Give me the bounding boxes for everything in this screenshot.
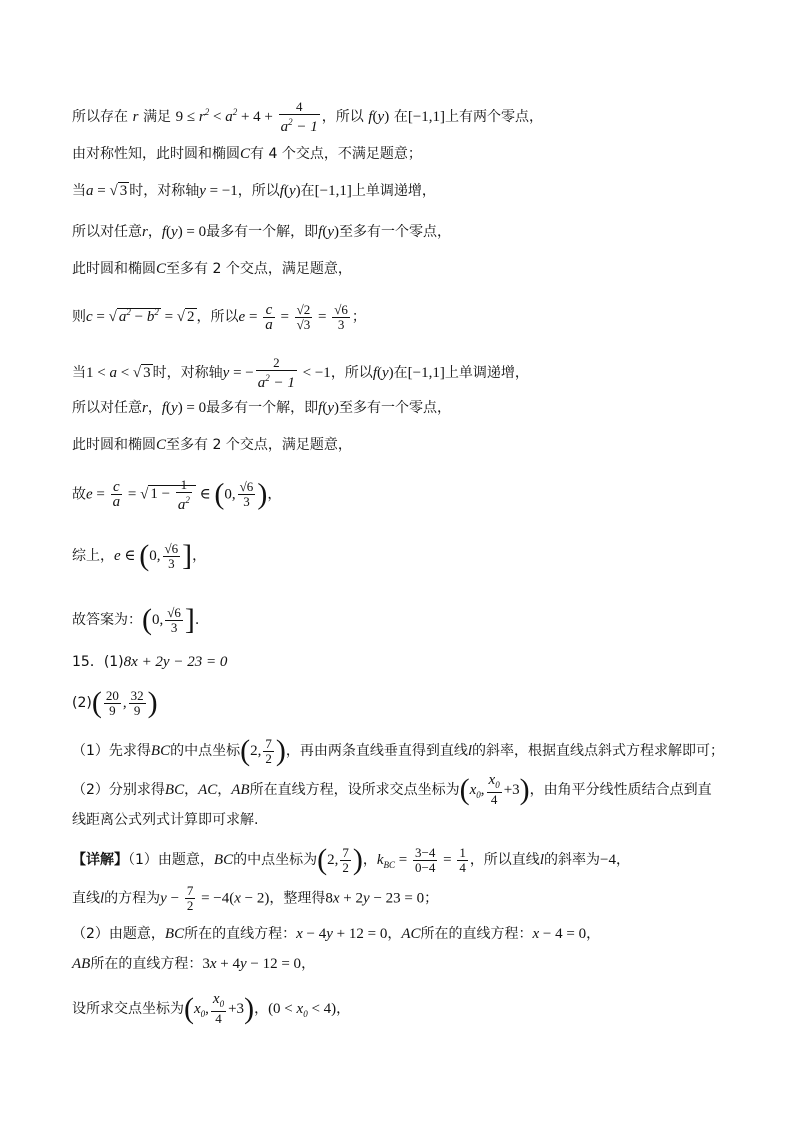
answer-equation: 8x + 2y − 23 = 0 bbox=[123, 654, 228, 670]
math: AB bbox=[72, 956, 91, 972]
text-segment: 在 bbox=[393, 365, 408, 381]
text-segment: ， bbox=[184, 782, 199, 798]
fraction: $\frac{7}{2}$ bbox=[342, 844, 349, 875]
math: +3 bbox=[503, 782, 520, 798]
text-segment: ，所以直线 bbox=[469, 852, 540, 868]
math: C bbox=[240, 146, 251, 162]
detail-heading: 【详解】 bbox=[72, 852, 128, 868]
math: < −1 bbox=[298, 365, 331, 381]
question-15-answer-1 bbox=[72, 652, 733, 672]
math: −4 bbox=[599, 852, 616, 868]
math: e ∈ bbox=[114, 548, 140, 564]
text-segment: 线距离公式列式计算即可求解. bbox=[72, 812, 259, 828]
math: +3 bbox=[228, 1001, 245, 1017]
text-segment: ， bbox=[217, 782, 232, 798]
detail-line-1: 【详解】（1）由题意，BC的中点坐标为(2, $\frac{7}{2}$ )，$k_{BC}$ = $\frac{3-4}{0-4}$ = $\frac{1}{4}$ ，所以直线l的斜率为−4， bbox=[72, 843, 630, 876]
fraction: $\frac{4}{a^2 - 1}$ bbox=[280, 99, 318, 135]
fraction: $\frac{20}{9}$ bbox=[105, 687, 119, 718]
math: = √ bbox=[124, 486, 149, 503]
text-segment: 上有两个零点， bbox=[445, 109, 544, 125]
text-segment: ， bbox=[615, 852, 630, 868]
text-segment: 由对称性知，此时圆和椭圆 bbox=[72, 146, 240, 162]
math: l bbox=[100, 890, 105, 907]
math: C bbox=[156, 261, 167, 277]
text-line-10: 故e = $\frac{c}{a}$ = √ 1 − $\frac{1}{a^2}$ ∈ (0, $\frac{√6}{3}$ )， bbox=[72, 477, 282, 513]
text-segment: 当 bbox=[72, 183, 86, 199]
text-line-9 bbox=[72, 435, 733, 455]
text-segment: 设所求交点坐标为 bbox=[72, 1001, 184, 1017]
text-segment: . bbox=[194, 612, 200, 628]
fraction: $\frac{7}{2}$ bbox=[265, 735, 272, 766]
math: 1 < a < √ 3 bbox=[86, 365, 151, 381]
text-segment: 直线 bbox=[72, 890, 100, 907]
text-segment: 在 bbox=[300, 183, 315, 199]
text-segment: ，所以 bbox=[237, 183, 280, 199]
text-segment: （2）分别求得 bbox=[72, 782, 165, 798]
text-segment: 的中点坐标 bbox=[170, 743, 241, 759]
text-segment: ，所以 bbox=[330, 365, 373, 381]
text-segment: 所在的直线方程： bbox=[184, 926, 297, 942]
math: a = √ 3 bbox=[86, 183, 128, 199]
math: 2, bbox=[250, 743, 262, 759]
math: = bbox=[314, 309, 331, 325]
text-segment: ， bbox=[192, 548, 207, 564]
text-segment: ， bbox=[301, 956, 316, 972]
solution-summary-3 bbox=[72, 810, 733, 830]
math: y = − bbox=[222, 365, 254, 381]
math: 0, bbox=[152, 612, 164, 628]
text-segment: ， bbox=[336, 1001, 351, 1017]
text-segment: 最多有一个解，即 bbox=[206, 400, 319, 416]
solution-summary-1: （1）先求得BC的中点坐标(2, $\frac{7}{2}$ )，再由两条直线垂直得到直线l的斜率，根据直线点斜式方程求解即可； bbox=[72, 734, 725, 767]
math: r bbox=[142, 224, 148, 240]
text-line-1 bbox=[72, 100, 733, 134]
text-segment: 有 4 个交点，不满足题意； bbox=[250, 146, 422, 162]
math: 0, bbox=[224, 486, 236, 503]
text-segment: 上单调递增， bbox=[351, 183, 436, 199]
fraction: $\frac{x_0}{4}$ bbox=[488, 772, 500, 807]
fraction: $\frac{√2}{√3}$ bbox=[296, 301, 311, 332]
math: 8x + 2y − 23 = 0 bbox=[325, 890, 425, 907]
text-segment: ，所以 bbox=[196, 309, 239, 325]
math: y = −1 bbox=[199, 183, 238, 199]
text-segment: 所在的直线方程： bbox=[420, 926, 533, 942]
text-segment: 所以存在 bbox=[72, 109, 128, 125]
text-segment: 故答案为： bbox=[72, 612, 142, 628]
text-segment: ， bbox=[362, 852, 377, 868]
math: C bbox=[156, 437, 167, 453]
text-segment: ，所以 bbox=[321, 109, 364, 125]
text-line-7 bbox=[72, 356, 733, 390]
math: 2, bbox=[327, 852, 339, 868]
text-segment: 则 bbox=[72, 309, 86, 325]
math: e = bbox=[238, 309, 262, 325]
text-segment: （2）由题意， bbox=[72, 926, 165, 942]
text-segment: 至多有一个零点， bbox=[339, 400, 451, 416]
fraction: $\frac{c}{a}$ bbox=[112, 478, 121, 510]
detail-line-3 bbox=[72, 924, 733, 944]
text-segment: 故 bbox=[72, 486, 86, 503]
text-segment: 最多有一个解，即 bbox=[206, 224, 319, 240]
math: f(y) bbox=[318, 224, 339, 240]
fraction: $\frac{√6}{3}$ bbox=[334, 301, 348, 332]
math: [−1,1] bbox=[407, 109, 446, 125]
math: BC bbox=[164, 782, 185, 798]
math: [−1,1] bbox=[314, 183, 352, 199]
text-segment: 的斜率，根据直线点斜式方程求解即可； bbox=[472, 743, 725, 759]
math: AB bbox=[231, 782, 250, 798]
math: BC bbox=[213, 852, 234, 868]
math: f(y) = 0 bbox=[161, 224, 207, 240]
fraction: $\frac{1}{4}$ bbox=[459, 844, 466, 875]
math: BC bbox=[164, 926, 185, 942]
math: BC bbox=[150, 743, 171, 759]
fraction: $\frac{x_0}{4}$ bbox=[212, 991, 225, 1026]
math: f(y) bbox=[279, 183, 301, 199]
text-segment: （1）先求得 bbox=[72, 743, 151, 759]
text-segment: ， bbox=[586, 926, 601, 942]
math: AC bbox=[401, 926, 421, 942]
fraction: $\frac{c}{a}$ bbox=[265, 301, 273, 333]
text-segment: 此时圆和椭圆 bbox=[72, 437, 156, 453]
math: $x_0$, bbox=[194, 1001, 209, 1019]
math: [−1,1] bbox=[407, 365, 445, 381]
text-line-12: 故答案为：(0, $\frac{√6}{3}$ ]. bbox=[72, 603, 200, 636]
text-line-4 bbox=[72, 222, 733, 242]
math: $k_{BC}$ = bbox=[376, 852, 411, 870]
text-segment: ； bbox=[424, 890, 439, 907]
text-line-8 bbox=[72, 398, 733, 418]
math: , bbox=[122, 695, 127, 711]
text-segment: 的斜率为 bbox=[543, 852, 600, 868]
text-segment: 至多有 2 个交点，满足题意， bbox=[166, 437, 352, 453]
fraction: $\frac{32}{9}$ bbox=[130, 687, 144, 718]
math: x − 4 = 0 bbox=[532, 926, 587, 942]
text-segment: 时，对称轴 bbox=[152, 365, 223, 381]
text-segment: （1）由题意， bbox=[128, 852, 214, 868]
detail-line-4 bbox=[72, 954, 733, 974]
math: 3x + 4y − 12 = 0 bbox=[202, 956, 302, 972]
question-number: 15．(1) bbox=[72, 654, 124, 670]
text-segment: ，再由两条直线垂直得到直线 bbox=[285, 743, 468, 759]
text-segment: 时，对称轴 bbox=[129, 183, 200, 199]
text-segment: ， bbox=[147, 400, 162, 416]
text-line-5 bbox=[72, 259, 733, 279]
text-segment: 所在的直线方程： bbox=[90, 956, 203, 972]
math: $9 \le r^2 < a^2 + 4$ + bbox=[175, 107, 277, 125]
text-segment: ， bbox=[147, 224, 162, 240]
math: 1 − $\frac{1}{a^2}$ bbox=[148, 485, 195, 502]
math: f(y) bbox=[368, 109, 390, 125]
fraction: $\frac{√6}{3}$ bbox=[239, 478, 254, 509]
math: x − 4y + 12 = 0 bbox=[296, 926, 388, 942]
text-segment: 所在直线方程，设所求交点坐标为 bbox=[249, 782, 460, 798]
math: = −4(x − 2) bbox=[197, 890, 270, 907]
text-segment: ； bbox=[351, 309, 366, 325]
text-segment: 所以对任意 bbox=[72, 400, 142, 416]
text-segment: 所以对任意 bbox=[72, 224, 142, 240]
math: r bbox=[142, 400, 148, 416]
math: $(0 < x_0 < 4)$ bbox=[268, 1001, 337, 1019]
math: = bbox=[276, 309, 293, 325]
detail-line-5: 设所求交点坐标为($x_0$, $\frac{x_0}{4}$ +3)，$(0 < x_0 < 4)$， bbox=[72, 991, 351, 1026]
part-label: (2) bbox=[72, 695, 92, 711]
fraction: $\frac{√6}{3}$ bbox=[167, 604, 181, 635]
math: l bbox=[467, 743, 473, 759]
math: y − bbox=[160, 890, 183, 907]
math: f(y) bbox=[318, 400, 339, 416]
text-segment: 的中点坐标为 bbox=[233, 852, 318, 868]
text-segment: ， bbox=[267, 486, 282, 503]
text-segment: ， bbox=[254, 1001, 269, 1017]
text-segment: 当 bbox=[72, 365, 86, 381]
text-segment: 至多有一个零点， bbox=[339, 224, 451, 240]
text-segment: ， bbox=[387, 926, 402, 942]
text-segment: ，由角平分线性质结合点到直 bbox=[529, 782, 712, 798]
solution-summary-2: （2）分别求得BC，AC，AB所在直线方程，设所求交点坐标为($x_0$, $\frac{x_0}{4}$ +3)，由角平分线性质结合点到直 bbox=[72, 772, 712, 807]
text-segment: 综上， bbox=[72, 548, 114, 564]
math: f(y) bbox=[372, 365, 394, 381]
fraction: $\frac{7}{2}$ bbox=[186, 883, 194, 913]
question-15-answer-2: (2)( $\frac{20}{9}$ , $\frac{32}{9}$ ) bbox=[72, 686, 158, 719]
fraction: $\frac{√6}{3}$ bbox=[164, 540, 179, 571]
math: $x_0$, bbox=[469, 782, 485, 800]
math: f(y) = 0 bbox=[161, 400, 207, 416]
text-line-2 bbox=[72, 144, 733, 164]
text-segment: 满足 bbox=[143, 109, 172, 125]
math: AC bbox=[198, 782, 218, 798]
math: ∈ bbox=[195, 486, 215, 503]
text-segment: 的方程为 bbox=[104, 890, 161, 907]
text-segment: 在 bbox=[393, 109, 408, 125]
math: l bbox=[539, 852, 544, 868]
text-segment: ，整理得 bbox=[269, 890, 326, 907]
math: = bbox=[439, 852, 456, 868]
text-segment: 此时圆和椭圆 bbox=[72, 261, 156, 277]
math: e = bbox=[86, 486, 109, 503]
detail-line-2 bbox=[72, 884, 733, 913]
math: 0, bbox=[149, 548, 161, 564]
fraction: $\frac{2}{a^2 - 1}$ bbox=[257, 355, 295, 391]
text-line-11: 综上，e ∈ (0, $\frac{√6}{3}$ ]， bbox=[72, 539, 207, 572]
fraction: $\frac{3-4}{0-4}$ bbox=[415, 844, 436, 875]
text-line-3 bbox=[72, 181, 733, 201]
math: r bbox=[132, 109, 139, 125]
text-segment: 至多有 2 个交点，满足题意， bbox=[166, 261, 352, 277]
math: c = √ $a^2 - b^2$ = √ 2 bbox=[86, 307, 195, 325]
text-segment: 上单调递增， bbox=[444, 365, 529, 381]
text-line-6 bbox=[72, 302, 733, 332]
